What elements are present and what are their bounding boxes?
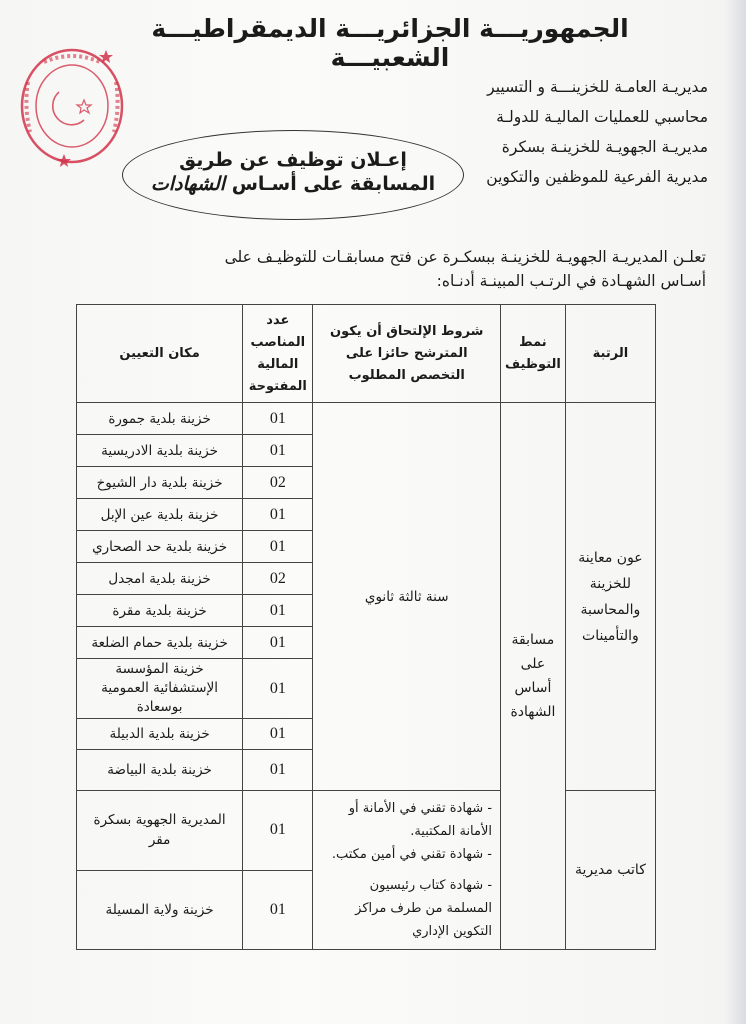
admin-line-1: مديريـة العامـة للخزينـــة و التسيير — [487, 78, 708, 96]
positions-table — [76, 304, 656, 950]
table-row — [77, 791, 656, 871]
place-cell: خزينة ولاية المسيلة — [77, 870, 243, 950]
place-cell: خزينة بلدية حد الصحاري — [77, 531, 243, 563]
count-cell: 01 — [243, 719, 313, 750]
place-cell: خزينة المؤسسة الإستشفائية العمومية بوسعادة — [77, 659, 243, 719]
header-place: مكان التعيين — [77, 305, 243, 403]
count-cell: 01 — [243, 403, 313, 435]
count-cell: 01 — [243, 750, 313, 791]
place-cell: المديرية الجهوية بسكرة مقر — [77, 791, 243, 871]
condition-cell-2 — [313, 791, 501, 950]
announcement-oval — [122, 130, 464, 220]
count-cell: 01 — [243, 435, 313, 467]
admin-line-4: مديرية الفرعية للموظفين والتكوين — [486, 168, 708, 186]
scan-edge-shadow — [724, 0, 746, 1024]
announcement-line-2 — [123, 173, 463, 195]
table-header-row — [77, 305, 656, 403]
table-row — [77, 403, 656, 435]
admin-line-3: مديريـة الجهويـة للخزينـة بسكرة — [501, 138, 708, 156]
count-cell: 02 — [243, 563, 313, 595]
place-cell: خزينة بلدية عين الإبل — [77, 499, 243, 531]
condition-cell-1: سنة ثالثة ثانوي — [313, 403, 501, 791]
header-conditions: شروط الإلتحاق أن يكون المترشح حائزا على التخصص المطلوب — [313, 305, 501, 403]
condition-item-3: - شهادة كتاب رئيسيون المسلمة من طرف مراكز التكوين الإداري — [355, 878, 493, 939]
count-cell: 02 — [243, 467, 313, 499]
mode-cell: مسابقة على أساس الشهادة — [501, 403, 566, 950]
announcement-line-2-prefix: المسابقة على أسـاس — [225, 173, 436, 195]
count-cell: 01 — [243, 595, 313, 627]
official-stamp — [14, 42, 126, 170]
count-cell: 01 — [243, 531, 313, 563]
republic-title: الجمهوريـــة الجزائريـــة الديمقراطيـــة الشعبيـــة — [151, 14, 629, 72]
count-cell: 01 — [243, 627, 313, 659]
place-cell: خزينة بلدية الدبيلة — [77, 719, 243, 750]
announcement-line-2-italic: الشهادات — [150, 173, 226, 195]
header-mode: نمط التوظيف — [501, 305, 566, 403]
place-cell: خزينة بلدية البياضة — [77, 750, 243, 791]
header-count: عدد المناصب المالية المفتوحة — [243, 305, 313, 403]
count-cell: 01 — [243, 659, 313, 719]
intro-line-1: تعلـن المديريـة الجهويـة للخزينـة ببسكـرة عن فتح مسابقـات للتوظيـف على — [224, 248, 706, 266]
intro-paragraph — [76, 245, 706, 293]
place-cell: خزينة بلدية امجدل — [77, 563, 243, 595]
place-cell: خزينة بلدية الادريسية — [77, 435, 243, 467]
place-cell: خزينة بلدية مقرة — [77, 595, 243, 627]
admin-line-2: محاسبي للعمليات الماليـة للدولـة — [496, 108, 708, 126]
announcement-line-1: إعـلان توظيف عن طريق — [179, 149, 407, 171]
place-cell: خزينة بلدية دار الشيوخ — [77, 467, 243, 499]
count-cell: 01 — [243, 499, 313, 531]
intro-line-2: أسـاس الشهـادة في الرتـب المبينـة أدنـاه: — [436, 272, 706, 290]
rank-cell-1: عون معاينة للخزينة والمحاسبة والتأمينات — [565, 403, 655, 791]
condition-item-1: - شهادة تقني في الأمانة أو الأمانة المكتبية. — [348, 801, 493, 839]
count-cell: 01 — [243, 791, 313, 871]
condition-item-2: - شهادة تقني في أمين مكتب. — [331, 847, 493, 862]
rank-cell-2: كاتب مديرية — [565, 791, 655, 950]
header-rank: الرتبة — [565, 305, 655, 403]
place-cell: خزينة بلدية جمورة — [77, 403, 243, 435]
place-cell: خزينة بلدية حمام الضلعة — [77, 627, 243, 659]
count-cell: 01 — [243, 870, 313, 950]
